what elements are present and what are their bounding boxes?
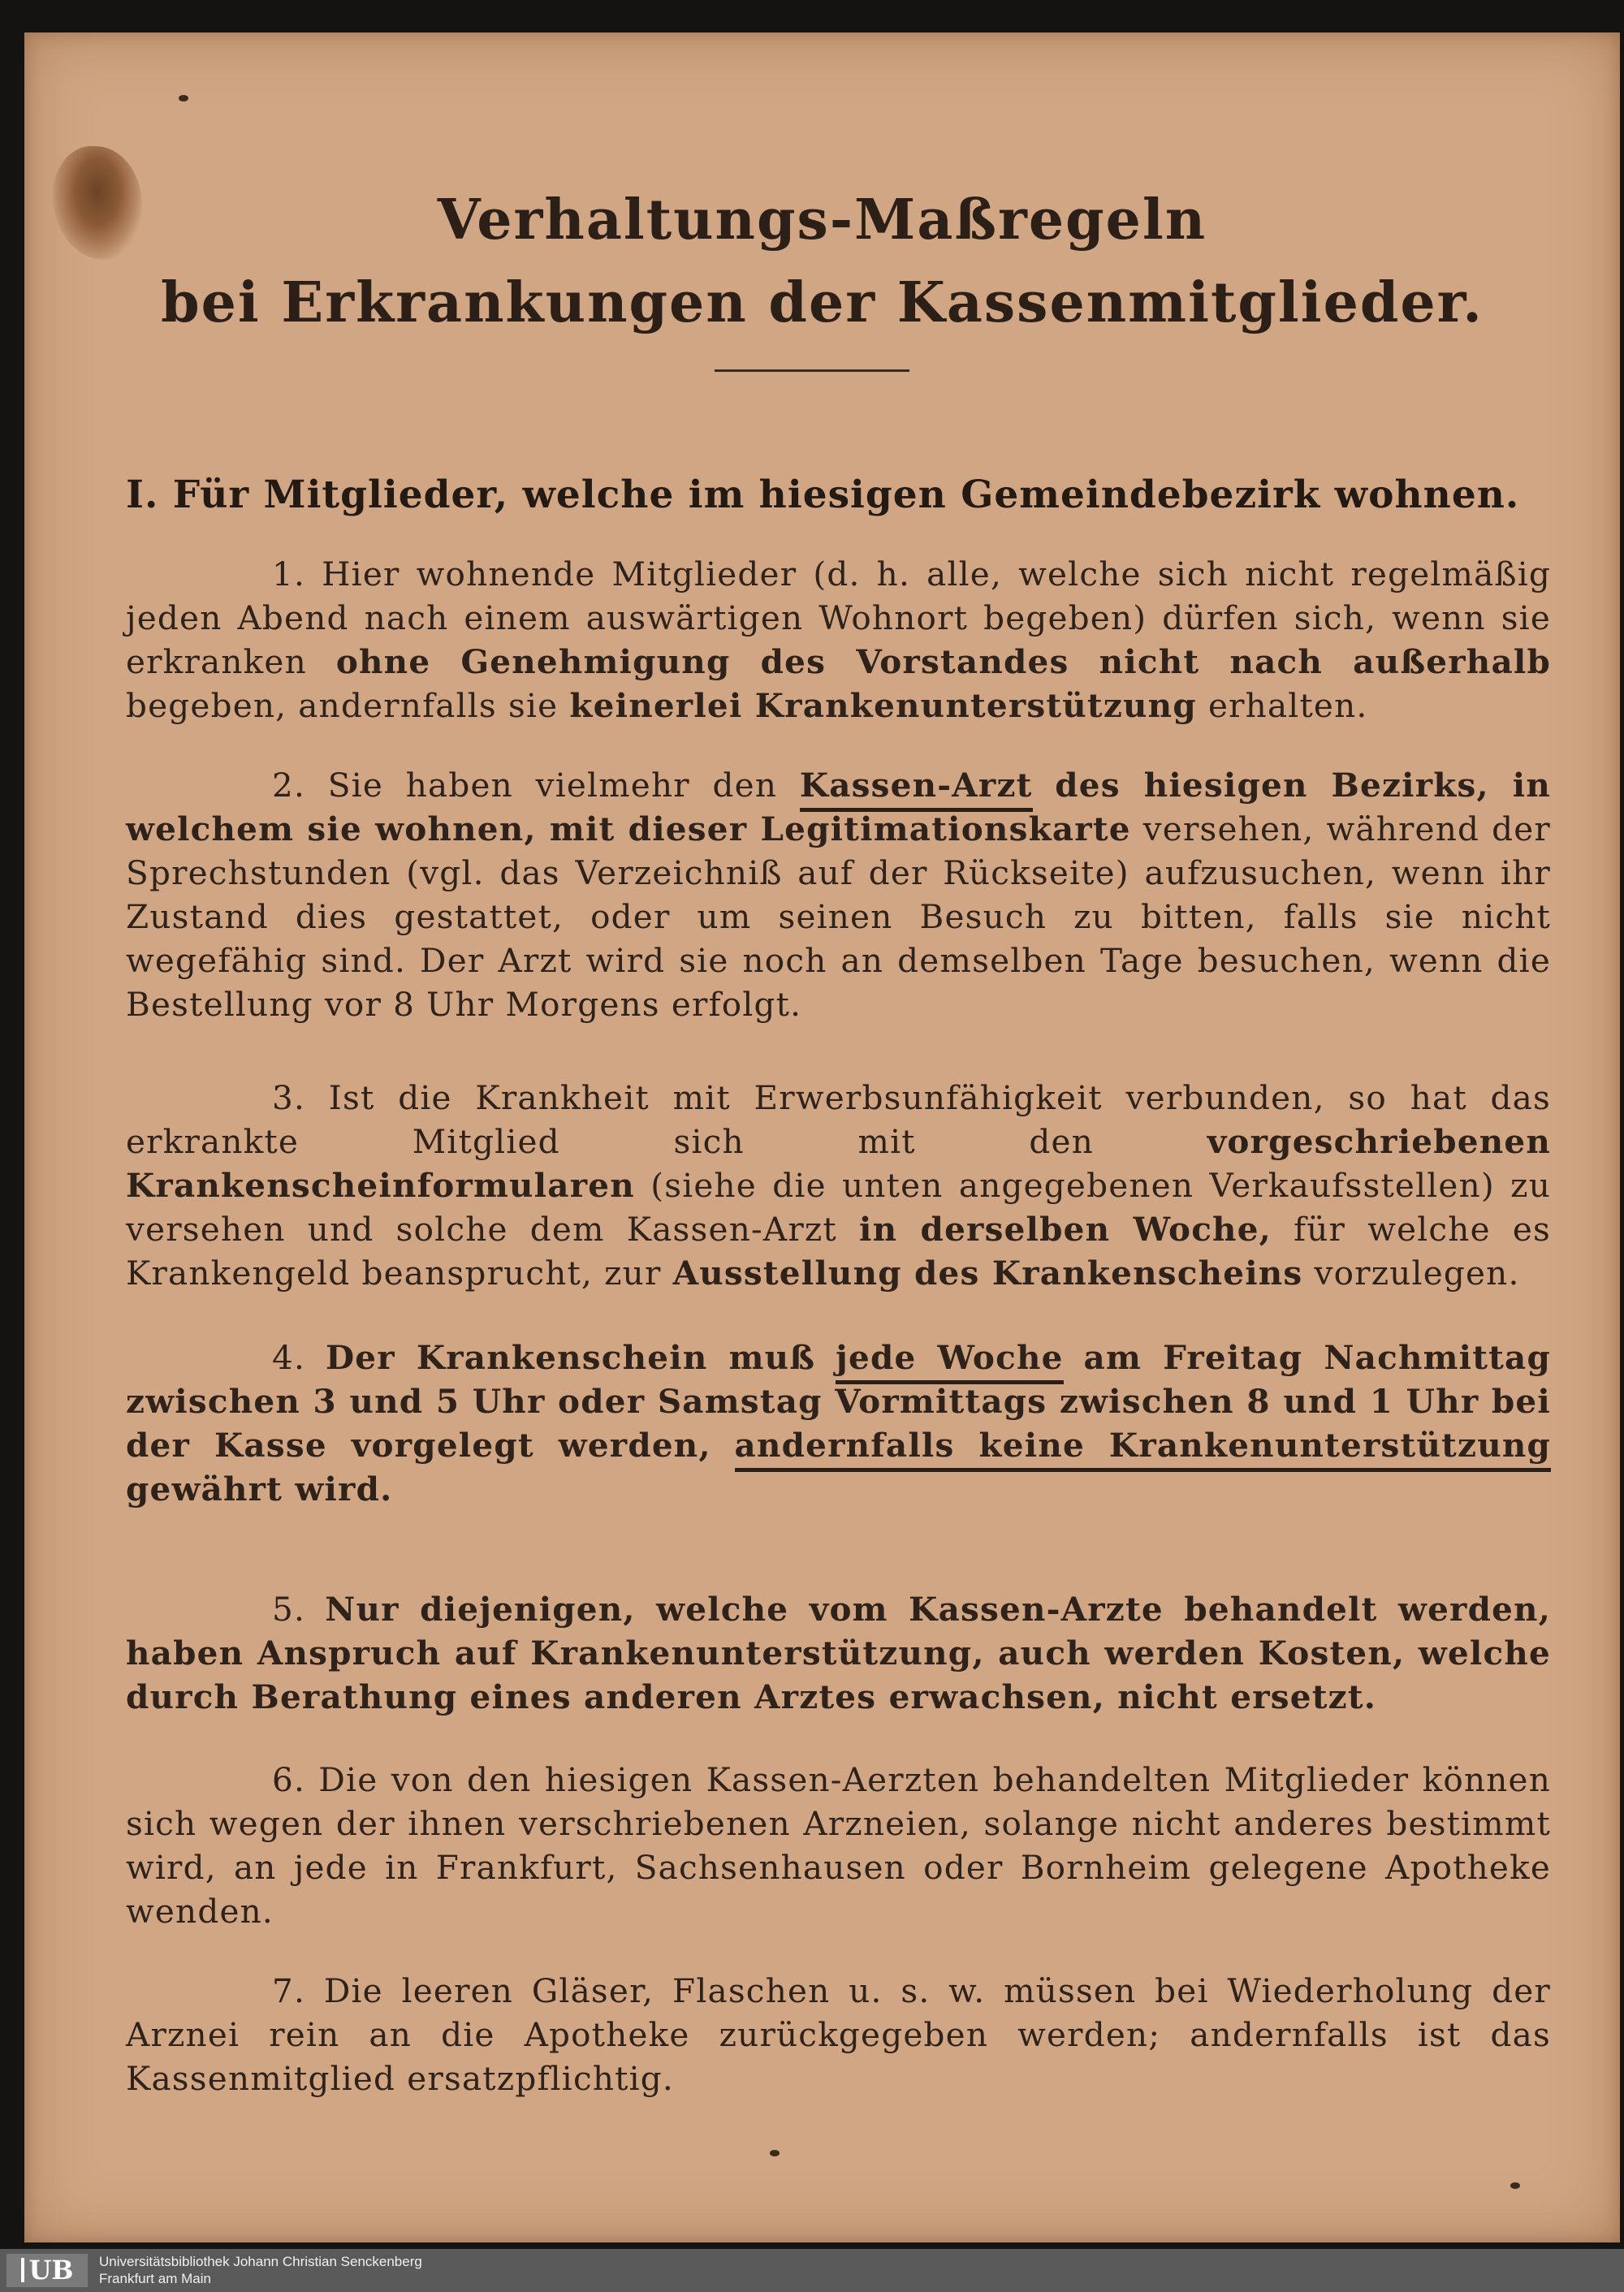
speck (179, 95, 188, 101)
ub-logo (6, 2254, 88, 2287)
title-line-1: Verhaltungs-Maßregeln (437, 188, 1207, 253)
paragraph-emphasis: in derselben Woche, (859, 1210, 1272, 1249)
paragraph-number: 5. (272, 1590, 306, 1629)
paragraph-emphasis-underlined: jede Woche (836, 1338, 1063, 1384)
paragraph-emphasis: Ausstellung des Krankenscheins (672, 1254, 1303, 1293)
paragraph-text: versehen, während der Sprechstunden (vgl. das Verzeichniß auf der Rückseite) aufzusuchen, wenn ihr Zustand dies gestattet, oder um seinen Besuch zu bitten, falls sie nicht wegefähig sind. Der Arzt wird sie noch an demselben Tage besuchen, wenn die Bestellung vor 8 Uhr Morgens erfolgt. (126, 809, 1551, 1024)
section-heading: I. Für Mitglieder, welche im hiesigen Gemeindebezirk wohnen. (126, 473, 1520, 517)
paragraph-emphasis: Nur diejenigen, welche vom Kassen-Arzte behandelt werden, haben Anspruch auf Krankenunterstützung, auch werden Kosten, welche durch Berathung eines anderen Arztes erwachsen, nicht ersetzt. (126, 1590, 1552, 1716)
paragraph-text: Ist die Krankheit mit Erwerbsunfähigkeit verbunden, so hat das erkrankte Mitglied sich mit den (126, 1078, 1552, 1161)
paragraph-text: Sie haben vielmehr den (327, 766, 778, 805)
institution-line-2: Frankfurt am Main (99, 2271, 211, 2286)
paragraph-1 (126, 552, 1551, 727)
paragraph-text: für welche es Krankengeld beansprucht, zur (126, 1210, 1551, 1293)
paragraph-emphasis: vorgeschriebenen Krankenscheinformularen (126, 1122, 1551, 1205)
paragraph-text: begeben, andernfalls sie (126, 686, 559, 725)
paragraph-number: 2. (272, 766, 306, 805)
title-line-2: bei Erkrankungen der Kassenmitglieder. (161, 270, 1484, 335)
paragraph-emphasis-underlined: Kassen-Arzt (800, 766, 1033, 812)
library-footer (0, 2249, 1624, 2292)
institution-credit (99, 2253, 422, 2287)
paragraph-4 (126, 1336, 1551, 1511)
paragraph-emphasis-underlined: andernfalls keine Krankenunterstützung (735, 1426, 1551, 1472)
paragraph-5 (126, 1587, 1551, 1719)
ub-logo-text: UB (28, 2255, 74, 2286)
paragraph-3 (126, 1076, 1551, 1295)
paragraph-text: Die leeren Gläser, Flaschen u. s. w. müssen bei Wiederholung der Arznei rein an die Apotheke zurückgegeben werden; andernfalls ist das Kassenmitglied ersatzpflichtig. (126, 1971, 1551, 2098)
paragraph-number: 6. (272, 1760, 306, 1799)
paragraph-text: vorzulegen. (1314, 1254, 1520, 1293)
paragraph-emphasis: gewährt wird. (126, 1470, 393, 1509)
paragraph-emphasis: am Freitag Nachmittag zwischen 3 und 5 Uhr oder Samstag Vormittags zwischen 8 und 1 Uhr bei der Kasse vorgelegt werden, (126, 1338, 1552, 1465)
paragraph-7 (126, 1969, 1551, 2100)
document-page (24, 32, 1620, 2242)
paragraph-number: 1. (272, 555, 306, 594)
speck (1510, 2182, 1520, 2189)
speck (770, 2150, 780, 2156)
paragraph-emphasis: des hiesigen Bezirks, in welchem sie wohnen, mit dieser Legitimationskarte (126, 766, 1551, 848)
paragraph-text: erhalten. (1207, 686, 1368, 725)
title-divider (715, 369, 909, 372)
paragraph-2 (126, 763, 1551, 1026)
paragraph-number: 3. (272, 1078, 306, 1117)
paragraph-number: 7. (272, 1971, 306, 2010)
paragraph-text: Die von den hiesigen Kassen-Aerzten behandelten Mitglieder können sich wegen der ihnen verschriebenen Arzneien, solange nicht anderes bestimmt wird, an jede in Frankfurt, Sachsenhausen oder Bornheim gelegene Apotheke wenden. (126, 1760, 1551, 1931)
paragraph-emphasis: ohne Genehmigung des Vorstandes nicht nach außerhalb (335, 642, 1551, 681)
paragraph-text: Hier wohnende Mitglieder (d. h. alle, welche sich nicht regelmäßig jeden Abend nach einem auswärtigen Wohnort begeben) dürfen sich, wenn sie erkranken (126, 555, 1551, 681)
paragraph-number: 4. (272, 1338, 306, 1377)
paragraph-text: (siehe die unten angegebenen Verkaufsstellen) zu versehen und solche dem Kassen-Arzt (126, 1166, 1551, 1249)
paragraph-emphasis: keinerlei Krankenunterstützung (569, 686, 1197, 725)
paragraph-emphasis: Der Krankenschein muß (325, 1338, 816, 1377)
document-title (24, 179, 1620, 344)
paragraph-6 (126, 1758, 1551, 1933)
institution-line-1: Universitätsbibliothek Johann Christian Senckenberg (99, 2254, 422, 2269)
